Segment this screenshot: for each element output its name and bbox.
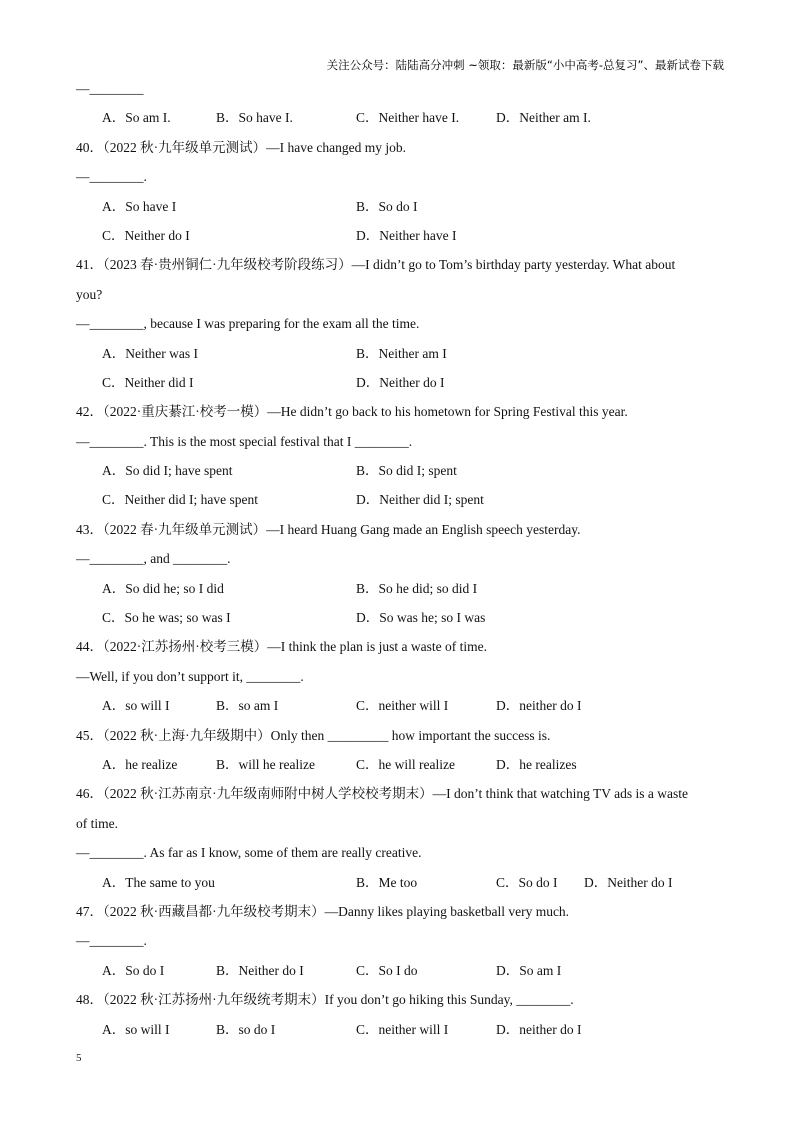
page-number: 5 [76,1052,82,1064]
question-41-text: 41．（2023 春·贵州铜仁·九年级校考阶段练习）—I didn’t go to Tom’s birthday party yesterday. What about [76,257,676,273]
question-44-text: 44．（2022·江苏扬州·校考三模）—I think the plan is just a waste of time. [76,639,487,655]
option-c[interactable]: C．Neither do I [102,227,190,243]
option-a[interactable]: A．So have I [102,198,177,214]
option-c[interactable]: C．So do I [496,874,558,890]
option-b[interactable]: B．Neither am I [356,345,447,361]
question-42-options-row-1 [76,456,726,485]
option-a[interactable]: A．so will I [102,1021,170,1037]
option-c[interactable]: C．Neither did I [102,374,194,390]
option-a[interactable]: A．So am I. [102,110,171,126]
question-47-answer: —________. [76,933,147,949]
option-b[interactable]: B．So do I [356,198,418,214]
option-b[interactable]: B．Me too [356,874,418,890]
question-41-answer: —________, because I was preparing for the exam all the time. [76,316,420,332]
option-a[interactable]: A．So did he; so I did [102,580,224,596]
option-d[interactable]: D．neither do I [496,698,582,714]
question-41-text-cont: you? [76,286,103,302]
question-48-text: 48．（2022 秋·江苏扬州·九年级统考期末）If you don’t go hiking this Sunday, ________. [76,992,574,1008]
question-41-options-row-1 [76,339,726,368]
option-b[interactable]: B．so am I [216,698,279,714]
options-row [76,103,726,132]
question-43-options-row-2 [76,603,726,632]
option-b[interactable]: B．So he did; so did I [356,580,478,596]
option-d[interactable]: D．he realizes [496,756,577,772]
option-a[interactable]: A．so will I [102,698,170,714]
answer-blank: —________ [76,81,144,96]
question-40-text: 40．（2022 秋·九年级单元测试）—I have changed my job. [76,139,406,155]
question-40-options-row-1 [76,192,726,221]
option-b[interactable]: B．will he realize [216,756,315,772]
question-43-answer: —________, and ________. [76,551,231,567]
option-d[interactable]: D．Neither did I; spent [356,492,484,508]
question-40-options-row-2 [76,221,726,250]
question-47-text: 47．（2022 秋·西藏昌都·九年级校考期末）—Danny likes playing basketball very much. [76,903,570,919]
option-d[interactable]: D．neither do I [496,1021,582,1037]
page-header: 关注公众号：陆陆高分冲刺 ~领取：最新版“小中高考-总复习”、最新试卷下载 [326,58,724,72]
question-46-answer: —________. As far as I know, some of them are really creative. [76,845,422,861]
option-b[interactable]: B．so do I [216,1021,276,1037]
option-c[interactable]: C．So he was; so was I [102,610,231,626]
option-d[interactable]: D．So am I [496,962,562,978]
question-45-options-row [76,750,726,779]
question-46-options-row [76,868,726,897]
option-b[interactable]: B．So did I; spent [356,463,457,479]
option-d[interactable]: D．Neither do I [584,874,673,890]
question-45-text: 45．（2022 秋·上海·九年级期中）Only then _________ how important the success is. [76,727,551,743]
option-d[interactable]: D．Neither am I. [496,110,591,126]
option-d[interactable]: D．So was he; so I was [356,610,486,626]
question-list [76,74,726,1044]
question-42-options-row-2 [76,485,726,514]
question-43-text: 43．（2022 春·九年级单元测试）—I heard Huang Gang made an English speech yesterday. [76,521,581,537]
question-44-answer: —Well, if you don’t support it, ________. [76,668,304,684]
question-44-options-row [76,691,726,720]
question-46-text-cont: of time. [76,815,118,831]
question-40-answer: —________. [76,169,147,185]
question-47-options-row [76,956,726,985]
option-a[interactable]: A．Neither was I [102,345,198,361]
question-43-options-row-1 [76,574,726,603]
option-a[interactable]: A．So do I [102,962,165,978]
option-c[interactable]: C．So I do [356,962,418,978]
option-c[interactable]: C．Neither have I. [356,110,460,126]
question-41-options-row-2 [76,368,726,397]
option-d[interactable]: D．Neither have I [356,227,457,243]
question-42-text: 42．（2022·重庆綦江·校考一模）—He didn’t go back to his hometown for Spring Festival this year. [76,404,628,420]
question-46-text: 46．（2022 秋·江苏南京·九年级南师附中树人学校校考期末）—I don’t think that watching TV ads is a waste [76,786,688,802]
option-c[interactable]: C．he will realize [356,756,455,772]
option-d[interactable]: D．Neither do I [356,374,445,390]
option-b[interactable]: B．Neither do I [216,962,304,978]
question-48-options-row [76,1015,726,1044]
option-c[interactable]: C．neither will I [356,1021,449,1037]
option-a[interactable]: A．So did I; have spent [102,463,233,479]
option-c[interactable]: C．neither will I [356,698,449,714]
option-a[interactable]: A．The same to you [102,874,215,890]
option-c[interactable]: C．Neither did I; have spent [102,492,258,508]
option-b[interactable]: B．So have I. [216,110,293,126]
option-a[interactable]: A．he realize [102,756,178,772]
question-42-answer: —________. This is the most special festival that I ________. [76,433,413,449]
